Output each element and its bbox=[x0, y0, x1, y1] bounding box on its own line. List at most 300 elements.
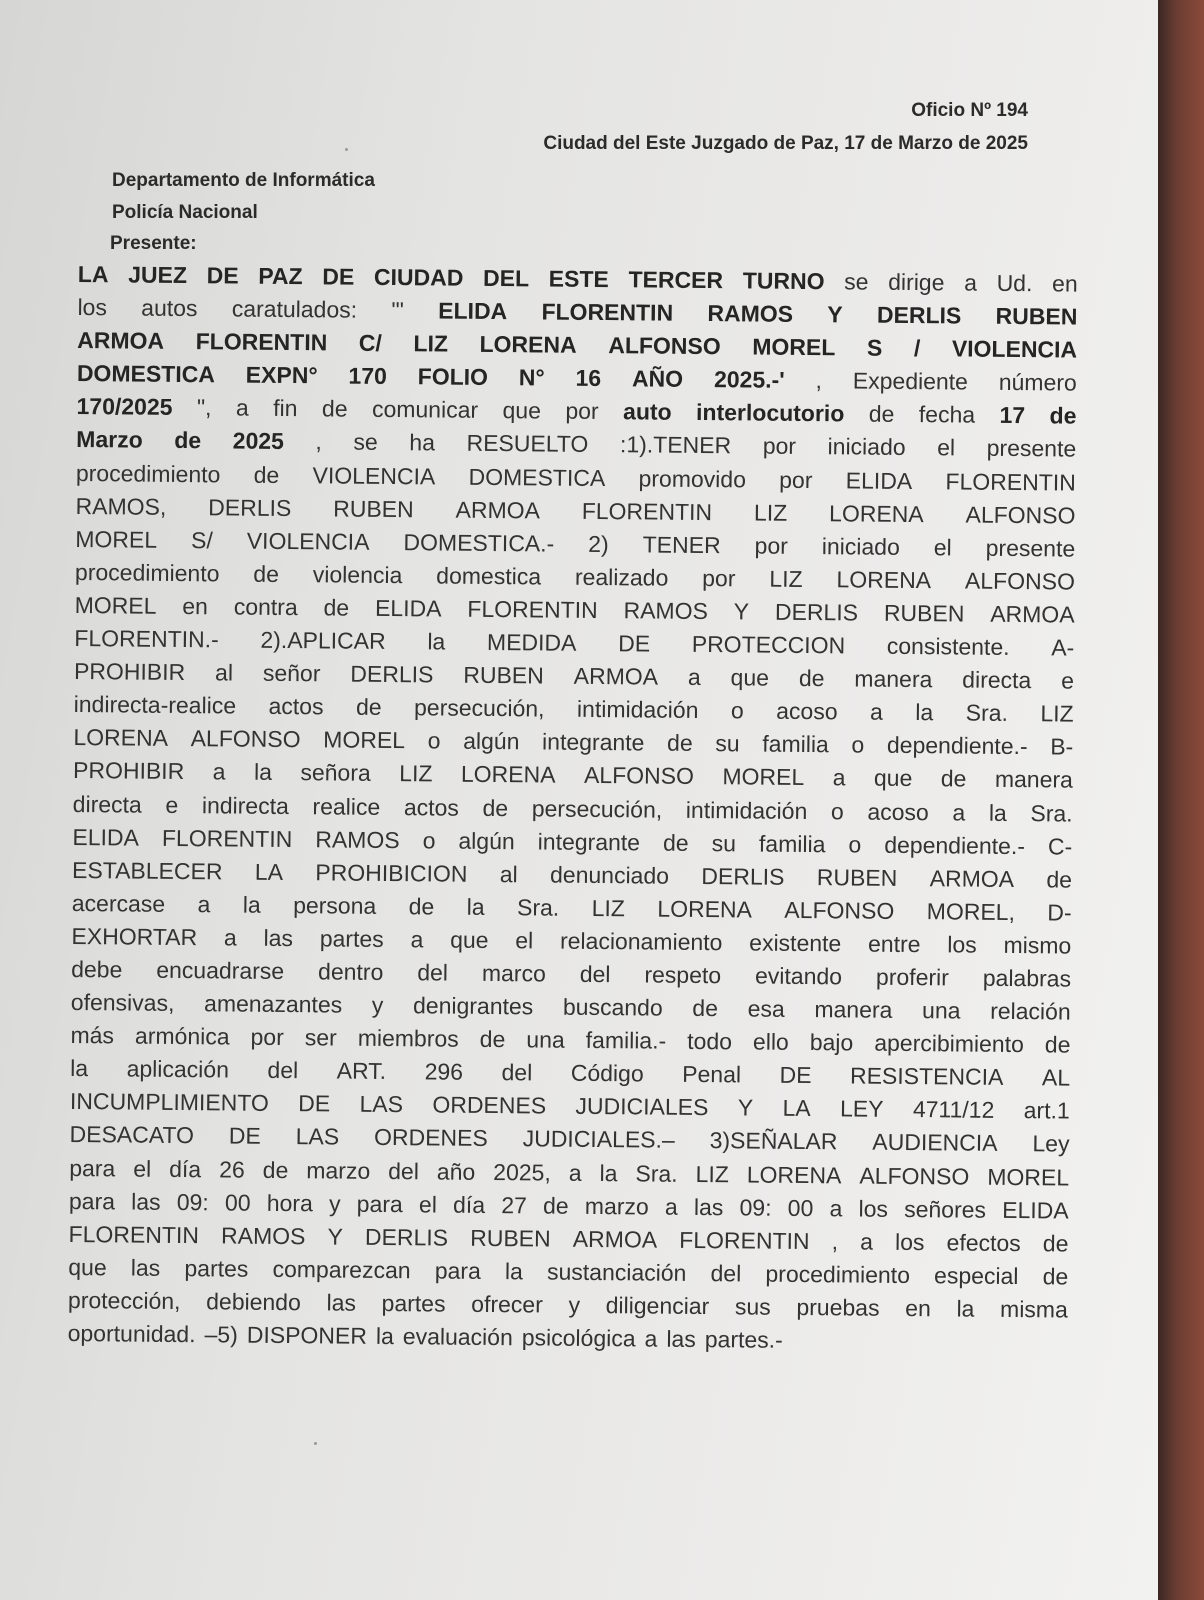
body-word: FLORENTIN bbox=[945, 467, 1076, 496]
body-word: Sra. bbox=[965, 699, 1009, 727]
body-word: Sra. bbox=[1030, 799, 1073, 827]
body-word: acoso bbox=[776, 697, 838, 725]
body-word: FLORENTIN bbox=[581, 497, 713, 525]
body-word: DOMESTICA.- bbox=[403, 528, 555, 557]
body-word: del bbox=[267, 1057, 299, 1084]
body-word: AÑO bbox=[631, 365, 684, 393]
body-word: que bbox=[450, 926, 489, 953]
body-word: marco bbox=[481, 959, 546, 987]
body-word: de bbox=[174, 427, 202, 454]
body-word: sustanciación bbox=[546, 1258, 687, 1286]
body-word: efectos bbox=[946, 1229, 1021, 1256]
body-word: RUBEN bbox=[463, 661, 544, 689]
body-word: realizado bbox=[574, 563, 669, 591]
body-word: una bbox=[526, 1026, 565, 1053]
body-word: a bbox=[687, 663, 701, 691]
body-word: o bbox=[427, 727, 441, 754]
body-word: procedimiento bbox=[74, 558, 220, 587]
body-word: por bbox=[762, 433, 797, 460]
body-word: número bbox=[998, 369, 1077, 396]
body-word: LA bbox=[782, 1095, 811, 1122]
body-word: 2).APLICAR bbox=[260, 626, 386, 655]
body-word: ARMOA bbox=[455, 496, 541, 524]
body-word: a bbox=[235, 394, 249, 422]
body-word: su bbox=[711, 829, 737, 856]
body-word: DE bbox=[228, 1122, 261, 1150]
body-word: de bbox=[253, 560, 280, 587]
body-word: DEL bbox=[482, 264, 530, 292]
body-word: domestica bbox=[436, 562, 542, 590]
body-word: DE bbox=[298, 1090, 331, 1117]
body-word: la bbox=[70, 1055, 89, 1082]
body-word: del bbox=[710, 1259, 742, 1287]
body-word: consistente. bbox=[886, 632, 1010, 660]
body-word: persecución, bbox=[531, 794, 663, 823]
body-word: a bbox=[197, 890, 211, 918]
body-word: RUBEN bbox=[816, 863, 898, 891]
body-word: de bbox=[323, 594, 350, 621]
body-word: ESTABLECER bbox=[72, 856, 223, 885]
body-word: o bbox=[848, 831, 862, 858]
body-word: ha bbox=[409, 429, 436, 456]
body-word: LIZ bbox=[695, 1160, 729, 1187]
body-word: 2) bbox=[588, 530, 609, 557]
body-word: apercibimiento bbox=[874, 1029, 1024, 1058]
body-word: ORDENES bbox=[373, 1124, 488, 1152]
body-word: la bbox=[375, 1322, 394, 1350]
body-word: PROHIBIR bbox=[73, 658, 186, 686]
body-word: 170/2025 bbox=[76, 393, 173, 421]
body-word: hora bbox=[266, 1189, 313, 1216]
body-word: o bbox=[830, 797, 844, 824]
body-word: / bbox=[913, 335, 921, 362]
body-word: del bbox=[579, 960, 611, 988]
body-word: Marzo bbox=[76, 426, 143, 454]
body-word: LA bbox=[77, 260, 109, 288]
body-word: 16 bbox=[575, 365, 602, 392]
body-word: persona bbox=[293, 891, 377, 919]
body-word: los bbox=[77, 294, 108, 321]
body-word: ELIDA bbox=[374, 594, 442, 622]
body-word: Ley bbox=[1032, 1130, 1070, 1157]
body-word: día bbox=[169, 1155, 202, 1182]
body-word: LEY bbox=[839, 1095, 884, 1123]
body-word: TENER bbox=[642, 531, 721, 558]
body-word: de bbox=[479, 1026, 506, 1053]
body-word: la bbox=[988, 799, 1007, 826]
oficio-number: Oficio Nº 194 bbox=[911, 100, 1028, 121]
body-word: familia bbox=[758, 830, 826, 857]
body-word: LIZ bbox=[1040, 700, 1074, 727]
body-word: la bbox=[915, 699, 934, 726]
body-word: de bbox=[355, 693, 382, 721]
body-word: ALFONSO bbox=[964, 567, 1076, 595]
body-word: ser bbox=[304, 1024, 337, 1051]
body-word: integrante bbox=[537, 828, 641, 856]
body-word: RESISTENCIA bbox=[849, 1062, 1004, 1091]
body-word: el bbox=[133, 1155, 152, 1182]
body-word: las bbox=[693, 1193, 724, 1220]
body-word: y bbox=[328, 1190, 341, 1217]
body-word: N° bbox=[518, 364, 545, 391]
body-word: que bbox=[502, 397, 542, 424]
body-word: LIZ bbox=[753, 499, 788, 526]
body-word: presente bbox=[986, 435, 1077, 463]
body-word: FLORENTIN bbox=[679, 1226, 810, 1254]
body-word: y bbox=[568, 1291, 581, 1318]
body-word: la bbox=[504, 1257, 524, 1285]
body-word: RAMOS bbox=[315, 825, 400, 853]
body-word: LIZ bbox=[769, 565, 803, 592]
body-word: ART. bbox=[336, 1057, 387, 1085]
body-word: a bbox=[952, 798, 966, 826]
body-word: MOREL bbox=[987, 1163, 1070, 1191]
body-word: LORENA bbox=[828, 499, 924, 527]
body-word: en bbox=[905, 1294, 931, 1322]
body-word: ARMOA bbox=[929, 864, 1015, 892]
body-word: marzo bbox=[584, 1192, 649, 1220]
body-word: las bbox=[130, 1254, 161, 1281]
body-word: Y bbox=[327, 1223, 343, 1250]
body-word: oportunidad. bbox=[67, 1319, 196, 1348]
body-word: o bbox=[851, 731, 865, 758]
body-word: MOREL bbox=[75, 525, 158, 553]
body-word: realice bbox=[312, 792, 381, 820]
body-word: dentro bbox=[317, 958, 384, 985]
body-word: a bbox=[869, 698, 883, 725]
body-word: para bbox=[356, 1190, 403, 1217]
body-word: encuadrarse bbox=[156, 956, 285, 984]
body-word: los bbox=[894, 1228, 925, 1255]
body-word: ALFONSO bbox=[608, 332, 721, 360]
body-word: C- bbox=[1047, 832, 1073, 860]
body-word: TURNO bbox=[742, 267, 825, 295]
body-word: relacionamiento bbox=[559, 927, 723, 956]
body-word: C/ bbox=[358, 329, 383, 357]
body-word: a bbox=[829, 1194, 843, 1222]
body-word: miembros bbox=[357, 1024, 459, 1052]
body-word: de bbox=[262, 1156, 289, 1183]
body-word: RAMOS bbox=[623, 597, 709, 624]
body-word: MOREL bbox=[722, 763, 805, 791]
body-word: DERLIS bbox=[364, 1223, 449, 1251]
body-word: intimidación bbox=[685, 796, 808, 824]
body-word: las bbox=[263, 924, 294, 951]
body-word: RAMOS, bbox=[75, 492, 167, 520]
body-word: señores bbox=[904, 1195, 987, 1223]
body-word: RUBEN bbox=[995, 302, 1078, 330]
body-word: ORDENES bbox=[432, 1091, 547, 1119]
body-word: MOREL bbox=[752, 333, 836, 361]
body-word: para bbox=[434, 1257, 481, 1284]
body-word: JUDICIALES.– bbox=[522, 1125, 675, 1154]
body-word: diligenciar bbox=[605, 1292, 710, 1320]
body-word: indirecta bbox=[201, 791, 289, 819]
body-word: aplicación bbox=[126, 1055, 230, 1083]
body-word: PAZ bbox=[258, 262, 303, 290]
body-word: 2025 bbox=[232, 427, 285, 455]
body-word: VIOLENCIA bbox=[312, 461, 436, 490]
body-word: ", bbox=[196, 394, 212, 421]
body-word: ofrecer bbox=[471, 1290, 543, 1318]
body-word: a bbox=[860, 1228, 874, 1255]
body-word: , bbox=[815, 367, 823, 394]
salutation: Presente: bbox=[110, 233, 197, 254]
body-word: 2025, bbox=[493, 1158, 551, 1186]
body-word: PROHIBIR bbox=[72, 757, 185, 785]
body-word: fin bbox=[273, 395, 298, 422]
body-word: 09: bbox=[176, 1188, 209, 1215]
body-word: DERLIS bbox=[774, 598, 859, 626]
body-word: las bbox=[131, 1188, 161, 1215]
body-word: art.1 bbox=[1023, 1097, 1070, 1124]
addressee-department: Departamento de Informática bbox=[112, 170, 375, 191]
body-word: del bbox=[417, 959, 449, 986]
body-word: ARMOA bbox=[77, 327, 165, 355]
body-word: ello bbox=[752, 1028, 789, 1056]
body-word: al bbox=[214, 659, 234, 686]
body-word: a bbox=[410, 926, 424, 953]
body-word: RUBEN bbox=[333, 495, 414, 522]
body-word: S/ bbox=[190, 526, 213, 554]
place-and-date: Ciudad del Este Juzgado de Paz, 17 de Marzo de 2025 bbox=[543, 133, 1028, 154]
body-word: ALFONSO bbox=[859, 1162, 970, 1190]
body-word: de bbox=[1049, 402, 1077, 429]
body-word: acoso bbox=[867, 798, 929, 825]
body-word: FLORENTIN bbox=[161, 824, 293, 852]
body-word: fecha bbox=[918, 401, 976, 428]
body-word: DE bbox=[618, 630, 651, 657]
body-word: directa bbox=[72, 790, 142, 818]
body-word: dependiente.- bbox=[886, 732, 1028, 760]
paper-speck bbox=[314, 1442, 317, 1445]
body-word: se bbox=[353, 429, 378, 456]
body-word: se bbox=[844, 268, 869, 295]
body-word: la bbox=[599, 1159, 618, 1186]
body-word: al bbox=[499, 860, 518, 887]
body-word: 2025.-' bbox=[713, 366, 785, 394]
body-word: integrante bbox=[542, 728, 645, 756]
body-word: VIOLENCIA bbox=[246, 527, 370, 555]
body-word: año bbox=[436, 1158, 476, 1185]
body-word: partes bbox=[184, 1254, 249, 1282]
body-word: acercase bbox=[71, 889, 166, 917]
body-word: esa bbox=[747, 995, 785, 1022]
body-word: AUDIENCIA bbox=[872, 1129, 998, 1157]
body-word: FLORENTIN bbox=[541, 298, 674, 326]
body-word: las bbox=[326, 1289, 357, 1316]
body-word: procedimiento bbox=[765, 1260, 911, 1288]
body-word: a bbox=[212, 758, 226, 785]
body-word: DERLIS bbox=[701, 862, 785, 890]
body-word: de bbox=[662, 829, 689, 856]
body-word: MOREL bbox=[74, 591, 157, 619]
body-word: violencia bbox=[312, 561, 403, 588]
body-word: MOREL bbox=[323, 726, 406, 754]
body-word: de bbox=[1042, 1230, 1069, 1257]
body-word: de bbox=[408, 892, 435, 920]
body-word: interlocutorio bbox=[695, 399, 845, 427]
body-word: por bbox=[250, 1023, 284, 1051]
body-word: LORENA bbox=[836, 566, 932, 594]
body-word: AL bbox=[1041, 1064, 1071, 1091]
body-word: Y bbox=[733, 598, 750, 625]
body-word: de bbox=[940, 765, 967, 792]
body-word: VIOLENCIA bbox=[951, 335, 1078, 363]
body-word: e bbox=[165, 791, 179, 818]
body-word: señora bbox=[300, 759, 371, 787]
body-word: a bbox=[664, 1193, 678, 1220]
body-word: S bbox=[866, 334, 883, 361]
body-word: intimidación bbox=[576, 696, 699, 724]
body-word: LA bbox=[254, 858, 284, 885]
body-word: 26 bbox=[219, 1155, 245, 1183]
body-word: la bbox=[242, 891, 261, 918]
body-word: por bbox=[754, 532, 788, 559]
body-word: FLORENTIN bbox=[195, 328, 328, 356]
body-word: a bbox=[832, 764, 846, 791]
body-word: LIZ bbox=[413, 330, 449, 357]
body-word: PROHIBICION bbox=[315, 858, 468, 887]
body-word: las bbox=[666, 1325, 696, 1352]
body-word: actos bbox=[403, 793, 460, 821]
body-word: armónica bbox=[134, 1022, 230, 1050]
body-word: familia.- bbox=[585, 1027, 667, 1054]
body-word: contra bbox=[233, 593, 298, 621]
body-word: amenazantes bbox=[203, 990, 343, 1018]
body-word: EXHORTAR bbox=[71, 922, 198, 951]
body-word: RESUELTO bbox=[466, 430, 589, 458]
body-word: DE bbox=[322, 263, 355, 290]
body-word: DESACATO bbox=[69, 1121, 195, 1149]
body-word: LIZ bbox=[591, 894, 626, 922]
body-word: LORENA bbox=[746, 1160, 842, 1188]
body-word: RUBEN bbox=[470, 1224, 551, 1252]
body-word: DERLIS bbox=[350, 660, 434, 688]
body-word: LORENA bbox=[479, 331, 577, 358]
body-word: del bbox=[388, 1157, 420, 1184]
body-word: LORENA bbox=[460, 761, 556, 789]
body-word: ARMOA bbox=[990, 600, 1075, 628]
body-word: DE bbox=[206, 262, 239, 289]
body-word: Y bbox=[827, 301, 843, 328]
body-word: 09: bbox=[739, 1194, 772, 1221]
body-word: procedimiento bbox=[75, 459, 221, 487]
body-word: manera bbox=[854, 665, 933, 693]
body-word: ALFONSO bbox=[965, 501, 1076, 529]
body-word: 4711/12 bbox=[912, 1096, 995, 1124]
body-word: respeto bbox=[644, 961, 722, 989]
body-word: FOLIO bbox=[417, 363, 489, 391]
body-word: :1).TENER bbox=[619, 431, 732, 459]
body-word: más bbox=[70, 1022, 115, 1049]
body-word: autos bbox=[141, 294, 198, 322]
body-word: INCUMPLIMIENTO bbox=[69, 1088, 269, 1117]
body-word: LAS bbox=[359, 1091, 404, 1118]
body-word: por bbox=[565, 398, 599, 425]
body-word: palabras bbox=[982, 964, 1072, 992]
body-word: debe bbox=[71, 955, 123, 983]
body-word: del bbox=[501, 1059, 533, 1086]
body-word: Penal bbox=[682, 1061, 742, 1088]
body-word: 27 bbox=[501, 1191, 527, 1218]
body-word: todo bbox=[687, 1028, 733, 1055]
body-word: ofensivas, bbox=[70, 989, 175, 1017]
body-word: ELIDA bbox=[1002, 1196, 1069, 1224]
body-word: directa bbox=[962, 666, 1032, 694]
body-word: e bbox=[1061, 667, 1075, 694]
body-word: de bbox=[1044, 1031, 1071, 1058]
body-word: partes.- bbox=[704, 1326, 783, 1353]
body-word: los bbox=[947, 931, 977, 958]
body-word: ELIDA bbox=[438, 297, 508, 325]
body-word: bajo bbox=[809, 1029, 854, 1056]
body-word: partes bbox=[319, 925, 384, 952]
body-word: algún bbox=[463, 728, 520, 755]
body-word: LORENA bbox=[73, 724, 169, 752]
body-word: relación bbox=[990, 997, 1071, 1025]
body-word: , bbox=[315, 428, 323, 455]
body-word: ALFONSO bbox=[583, 762, 695, 790]
body-word: ESTE bbox=[548, 265, 609, 293]
body-word: la bbox=[253, 759, 273, 786]
body-word: PROTECCION bbox=[691, 630, 846, 659]
body-word: de bbox=[321, 395, 348, 422]
body-word: que bbox=[730, 664, 770, 691]
body-word: JUEZ bbox=[128, 261, 188, 289]
body-word: especial bbox=[933, 1262, 1019, 1289]
body-word: DERLIS bbox=[876, 301, 962, 329]
addressee-institution: Policía Nacional bbox=[112, 202, 258, 223]
body-word: mismo bbox=[1003, 931, 1072, 959]
body-word: auto bbox=[622, 398, 672, 426]
body-word: ARMOA bbox=[572, 1225, 658, 1253]
body-word: entre bbox=[867, 930, 921, 957]
body-word: evaluación bbox=[402, 1323, 513, 1351]
body-word: y bbox=[371, 991, 384, 1019]
body-word: ARMOA bbox=[573, 662, 659, 690]
body-word: LORENA bbox=[657, 895, 753, 923]
body-word: algún bbox=[458, 827, 515, 854]
body-word: señor bbox=[262, 659, 321, 687]
body-word: caratulados: bbox=[231, 295, 358, 323]
body-word: , bbox=[831, 1227, 839, 1255]
body-word: una bbox=[921, 997, 961, 1024]
body-word: JUDICIALES bbox=[575, 1093, 709, 1121]
body-word: FLORENTIN.- bbox=[74, 625, 219, 653]
body-word: sus bbox=[734, 1293, 771, 1320]
body-word: Expediente bbox=[852, 367, 969, 395]
body-word: RAMOS bbox=[220, 1222, 306, 1249]
body-word: su bbox=[715, 730, 740, 757]
body-word: 296 bbox=[424, 1058, 464, 1085]
body-word: el bbox=[418, 1190, 438, 1218]
body-word: Y bbox=[737, 1094, 754, 1121]
body-word: ELIDA bbox=[72, 823, 140, 851]
body-word: DOMESTICA bbox=[468, 463, 606, 491]
body-word: persecución, bbox=[413, 694, 545, 722]
body-word: 00 bbox=[787, 1194, 814, 1221]
body-word: de bbox=[666, 729, 693, 757]
body-word: o bbox=[422, 826, 436, 854]
body-word: CIUDAD bbox=[373, 263, 464, 291]
body-word: el bbox=[515, 927, 534, 954]
body-word: por bbox=[779, 466, 813, 493]
body-word: misma bbox=[999, 1295, 1068, 1323]
body-word: RUBEN bbox=[883, 599, 965, 627]
body-word: de bbox=[1046, 866, 1073, 893]
body-word: ELIDA bbox=[845, 466, 913, 494]
